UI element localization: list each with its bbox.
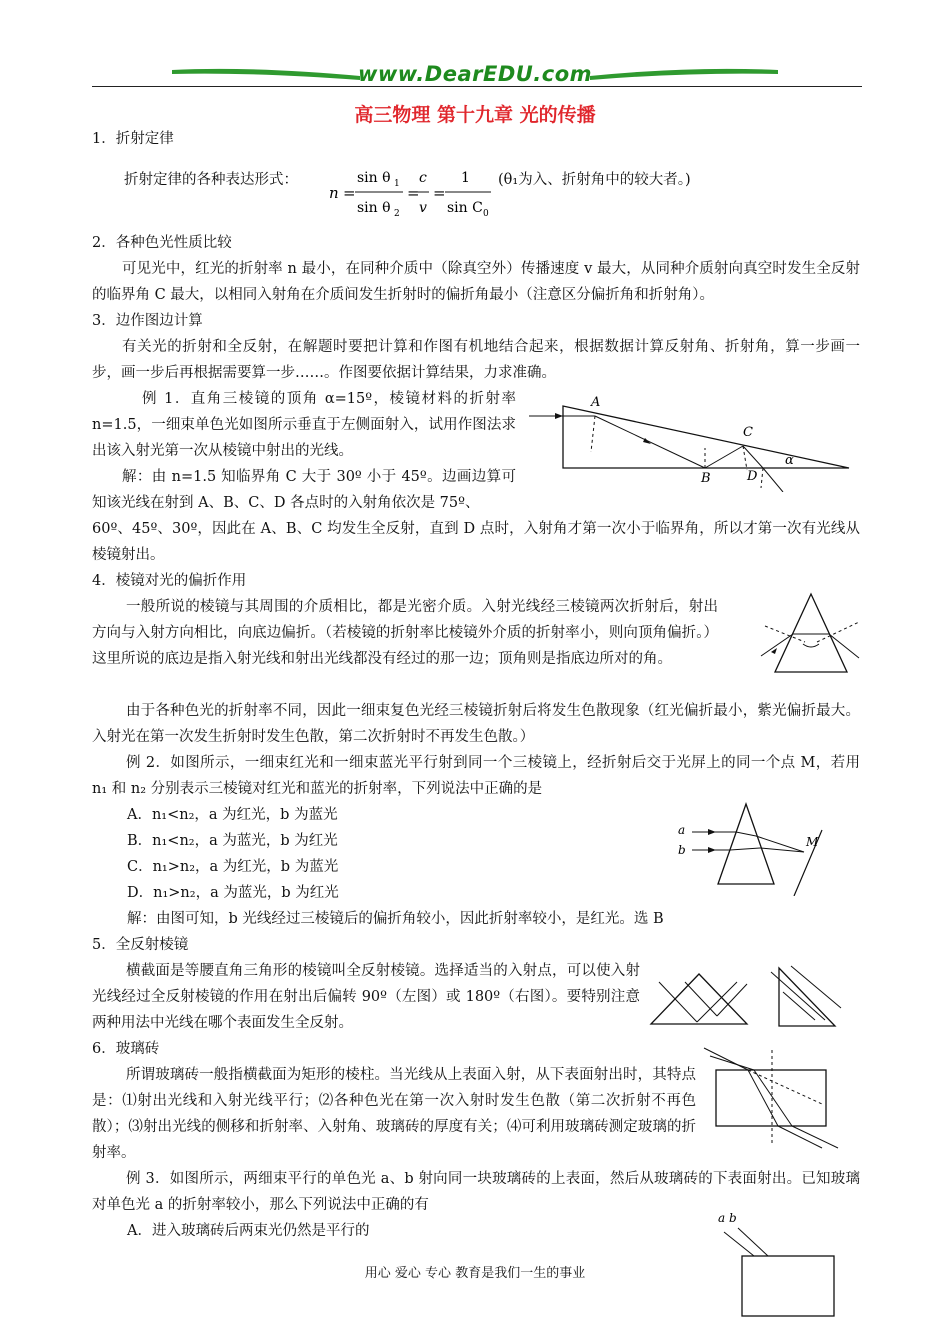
fig1-label-C: C: [743, 425, 753, 440]
svg-text:=: =: [433, 184, 446, 202]
header-rule: [92, 86, 862, 87]
figure-prism-screen: [672, 800, 832, 896]
formula-c: c: [419, 170, 427, 186]
section-1-note: (θ₁为入、折射角中的较大者。): [498, 172, 691, 188]
section-6-heading: 6．玻璃砖: [92, 1041, 160, 1057]
formula-n: n: [329, 184, 339, 202]
section-2-paragraph: 可见光中，红光的折射率 n 最小，在同种介质中（除真空外）传播速度 v 最大，从同种介质射向真空时发生全反射的临界角 C 最大，以相同入射角在介质间发生折射时的偏折角最小（注意区分偏折角和折射角）。: [92, 261, 860, 303]
section-4-paragraph-2: 由于各种色光的折射率不同，因此一细束复色光经三棱镜折射后将发生色散现象（红光偏折最小，紫光偏折最大。入射光在第一次发生折射时发生色散，第二次折射时不再发生色散。）: [92, 703, 860, 745]
fig3-label-b: b: [678, 843, 686, 857]
fig1-label-A: A: [591, 395, 601, 410]
example-1-solution: 解：由 n=1.5 知临界角 C 大于 30º 小于 45º。边画边算可知该光线在射到 A、B、C、D 各点时的入射角依次是 75º、: [92, 469, 516, 511]
example-2-option-b: B．n₁<n₂，a 为蓝光，b 为红光: [127, 833, 338, 849]
section-4-paragraph-1: 一般所说的棱镜与其周围的介质相比，都是光密介质。入射光线经三棱镜两次折射后，射出方向与入射方向相比，向底边偏折。（若棱镜的折射率比棱镜外介质的折射率小，则向顶角偏折。）这里所说的底边是指入射光线和射出光线都没有经过的那一边；顶角则是指底边所对的角。: [92, 599, 718, 667]
example-2-option-a: A．n₁<n₂，a 为红光，b 为蓝光: [127, 807, 338, 823]
formula-sin2: sin θ: [357, 200, 391, 216]
example-2-option-c: C．n₁>n₂，a 为红光，b 为蓝光: [127, 859, 339, 875]
formula-sub2: 2: [394, 209, 400, 219]
figure-right-prism: [525, 392, 855, 492]
section-3-paragraph: 有关光的折射和全反射，在解题时要把计算和作图有机地结合起来，根据数据计算反射角、折射角，算一步画一步，画一步后再根据需要算一步……。作图要依据计算结果，力求准确。: [92, 339, 860, 381]
page-footer: 用心 爱心 专心 教育是我们一生的事业: [364, 1266, 586, 1281]
section-6-paragraph: 所谓玻璃砖一般指横截面为矩形的棱柱。当光线从上表面入射，从下表面射出时，其特点是：⑴射出光线和入射光线平行；⑵各种色光在第一次入射时发生色散（第二次折射不再色散）；⑶射出光线的侧移和折射率、入射角、玻璃砖的厚度有关；⑷可利用玻璃砖测定玻璃的折射率。: [92, 1067, 696, 1161]
fig3-label-a: a: [678, 823, 686, 837]
figure-glass-block: [700, 1046, 860, 1150]
fig6-label-ab: a b: [718, 1211, 737, 1225]
fig1-label-D: D: [747, 469, 758, 484]
refraction-formula: [325, 160, 505, 222]
formula-subC: 0: [483, 209, 489, 219]
section-3-heading: 3．边作图边计算: [92, 313, 203, 329]
figure-deviation-prism: [755, 590, 865, 680]
svg-text:=: =: [343, 184, 356, 202]
fig3-label-M: M: [806, 835, 819, 849]
formula-sinC: sin C: [447, 200, 483, 216]
example-2-option-d: D．n₁>n₂，a 为蓝光，b 为红光: [127, 885, 339, 901]
section-1-heading: 1．折射定律: [92, 131, 174, 147]
example-1-solution-cont: 60º、45º、30º，因此在 A、B、C 均发生全反射，直到 D 点时，入射角才第一次小于临界角，所以才第一次有光线从棱镜射出。: [92, 521, 860, 563]
section-5-paragraph: 横截面是等腰直角三角形的棱镜叫全反射棱镜。选择适当的入射点，可以使入射光线经过全反射棱镜的作用在射出后偏转 90º（左图）或 180º（右图）。要特别注意两种用法中光线在哪个表面发生全反射。: [92, 963, 640, 1031]
fig1-label-alpha: α: [785, 453, 794, 468]
logo-text: www.DearEDU.com: [357, 62, 593, 86]
figure-total-reflection-prisms: [645, 962, 865, 1032]
page-title: 高三物理 第十九章 光的传播: [354, 104, 596, 126]
fig1-label-B: B: [701, 471, 711, 486]
example-3-question: 例 3．如图所示，两细束平行的单色光 a、b 射向同一块玻璃砖的上表面，然后从玻璃砖的下表面射出。已知玻璃对单色光 a 的折射率较小，那么下列说法中正确的有: [92, 1171, 860, 1213]
section-2-heading: 2．各种色光性质比较: [92, 235, 232, 251]
example-1-question: 例 1．直角三棱镜的顶角 α=15º，棱镜材料的折射率 n=1.5，一细束单色光如图所示垂直于左侧面射入，试用作图法求出该入射光第一次从棱镜中射出的光线。: [92, 391, 516, 459]
section-4-heading: 4．棱镜对光的偏折作用: [92, 573, 247, 589]
example-3-option-a: A．进入玻璃砖后两束光仍然是平行的: [127, 1223, 370, 1239]
formula-sub1: 1: [394, 179, 400, 189]
section-1-text: 折射定律的各种表达形式：: [124, 172, 298, 188]
formula-one: 1: [461, 170, 470, 186]
formula-v: v: [419, 200, 427, 216]
section-5-heading: 5．全反射棱镜: [92, 937, 189, 953]
svg-text:=: =: [407, 184, 420, 202]
example-2-question: 例 2．如图所示，一细束红光和一细束蓝光平行射到同一个三棱镜上，经折射后交于光屏上的同一个点 M，若用 n₁ 和 n₂ 分别表示三棱镜对红光和蓝光的折射率，下列说法中正确的是: [92, 755, 860, 797]
formula-sin1: sin θ: [357, 170, 391, 186]
example-2-answer: 解：由图可知，b 光线经过三棱镜后的偏折角较小，因此折射率较小，是红光。选 B: [127, 911, 664, 927]
